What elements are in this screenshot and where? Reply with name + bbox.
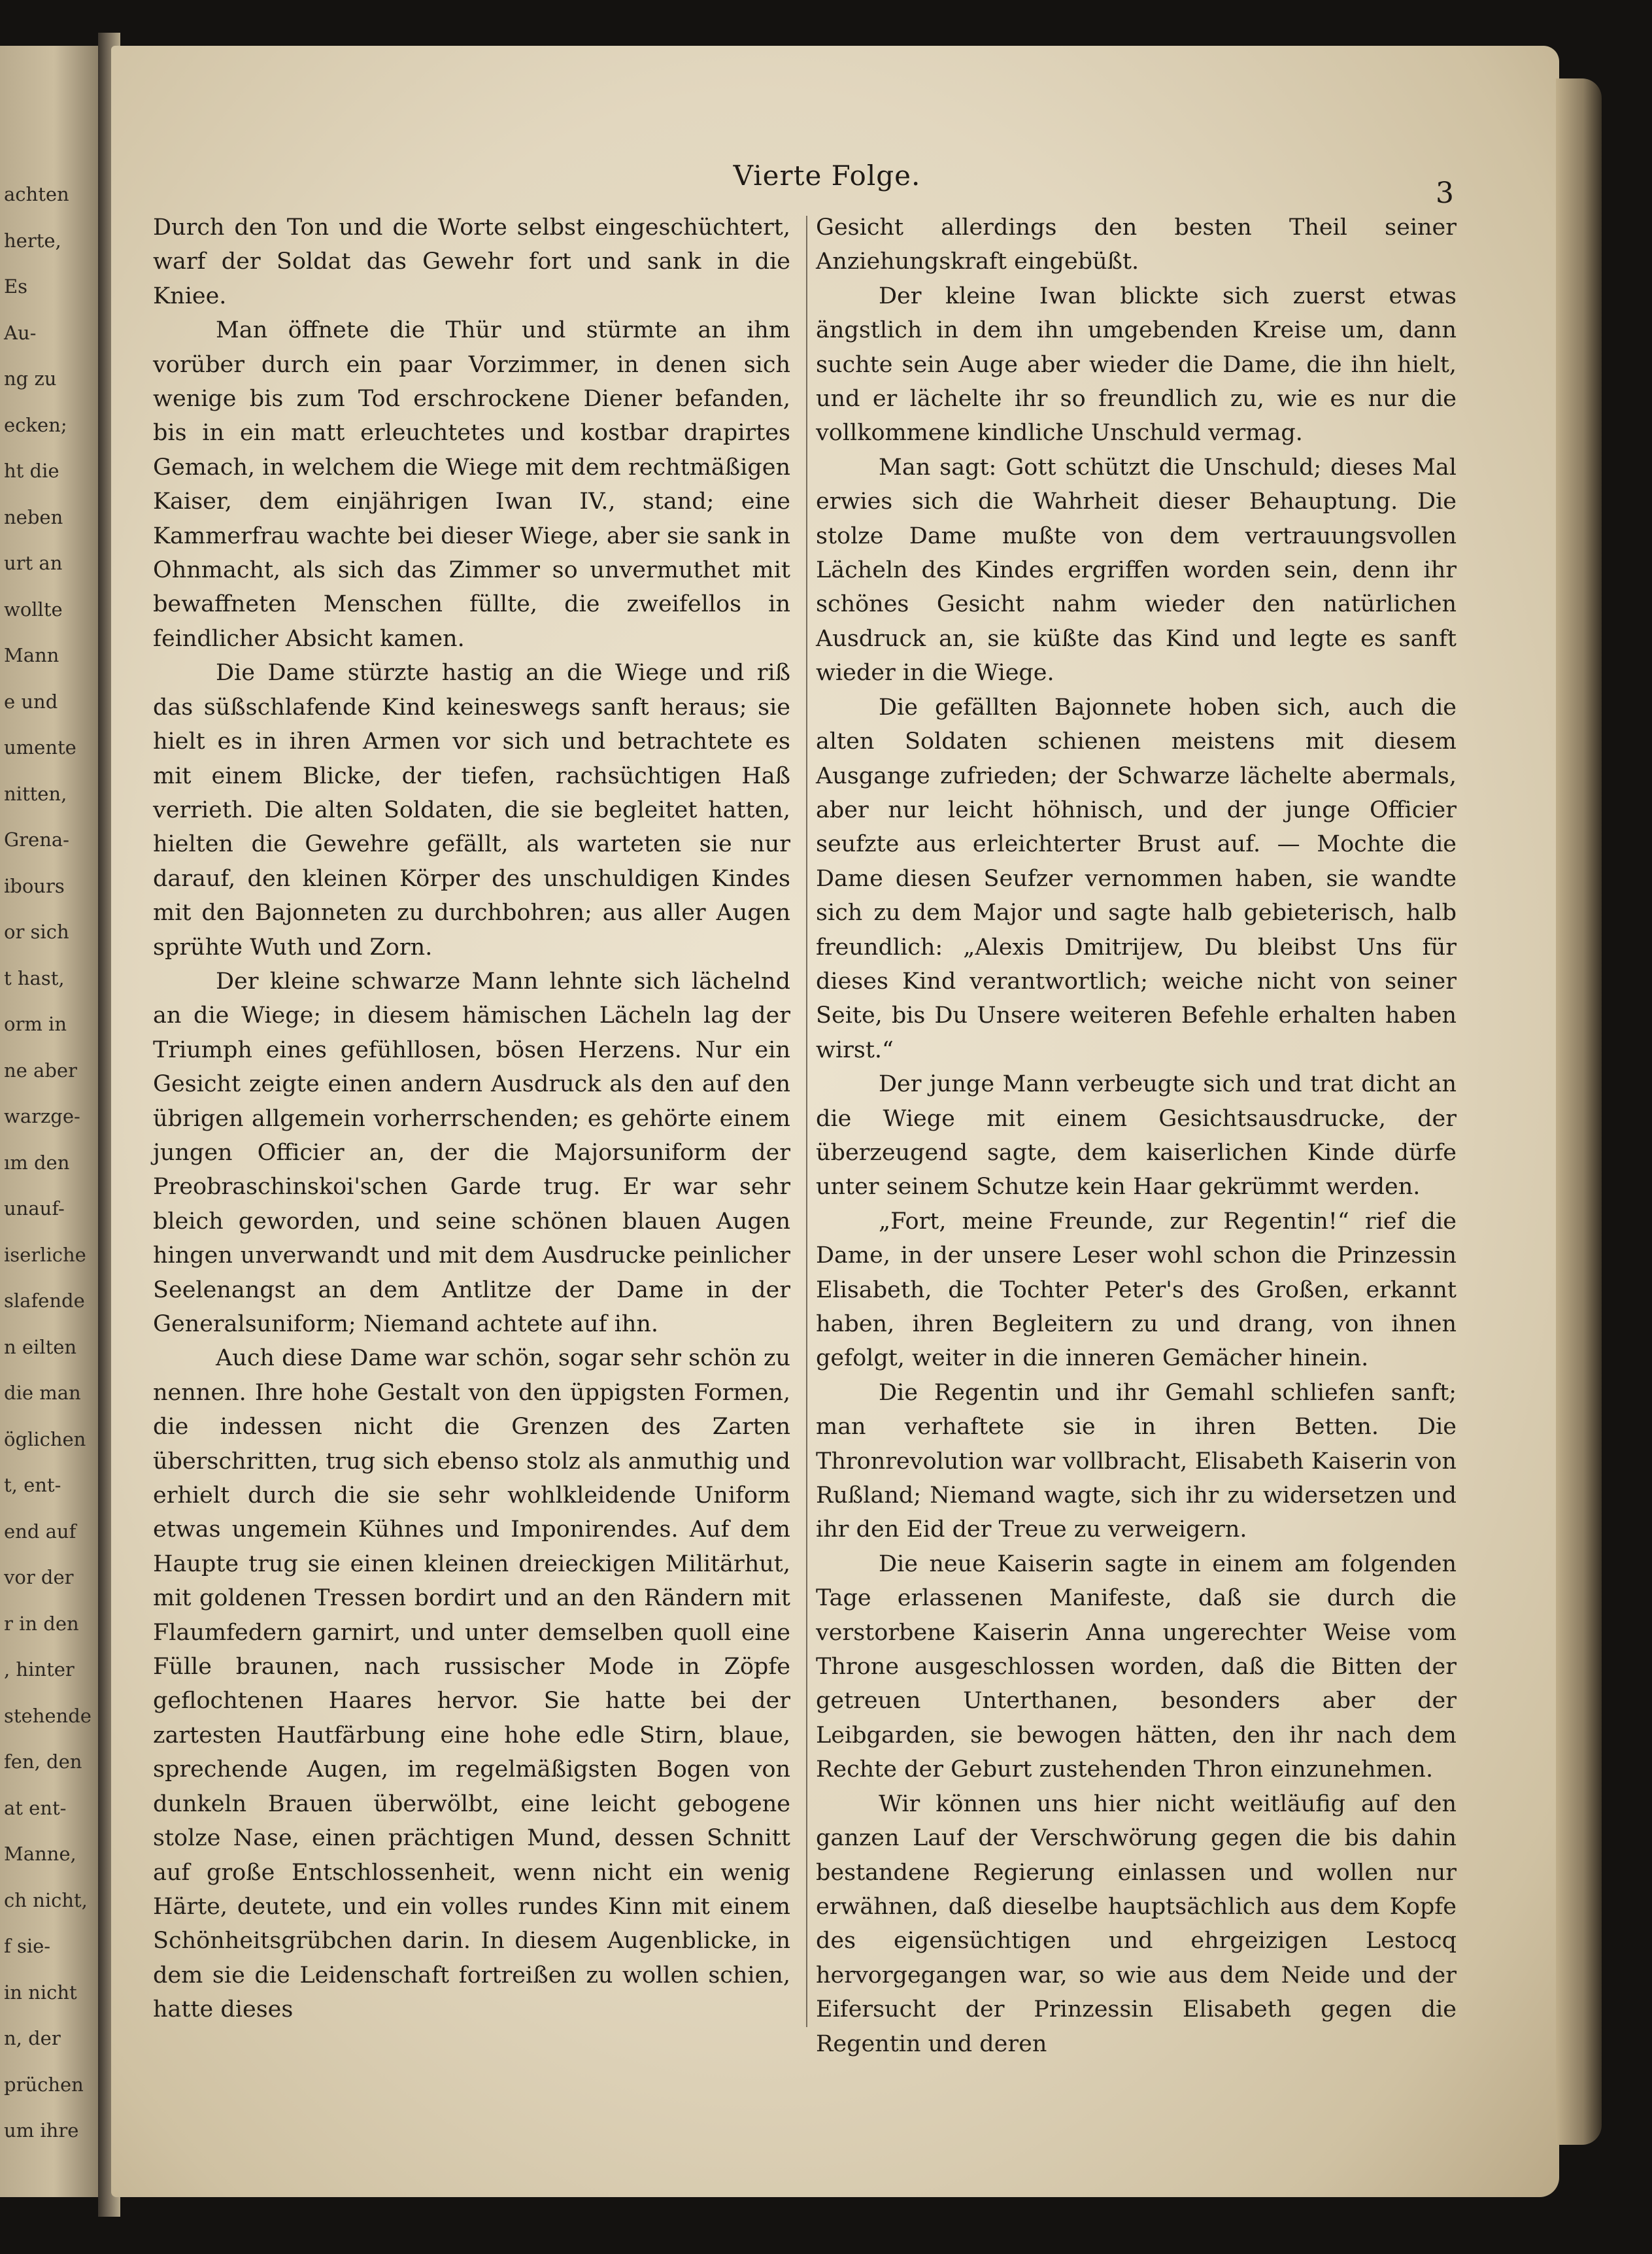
facing-page-line: wollte <box>4 598 63 621</box>
facing-page-line: prüchen <box>4 2073 84 2096</box>
facing-page-line: Manne, <box>4 1843 76 1865</box>
paragraph: Der kleine Iwan blickte sich zuerst etwas ängstlich in dem ihn umgebenden Kreise um, dann suchte sein Auge aber wieder die Dame, die ihn hielt, und er lächelte ihr so freundlich zu, wie es nur die vollkommene kindliche Unschuld vermag. <box>816 282 1457 447</box>
facing-page-line: ım den <box>4 1151 70 1174</box>
facing-page-line: iserliche <box>4 1243 86 1266</box>
facing-page-line: unauf- <box>4 1197 65 1220</box>
facing-page-line: ht die <box>4 460 59 482</box>
facing-page-line: n eilten <box>4 1335 77 1358</box>
facing-page-line: ne aber <box>4 1059 77 1082</box>
paragraph: Der kleine schwarze Mann lehnte sich lächelnd an die Wiege; in diesem hämischen Lächeln lag der Triumph eines gefühllosen, bösen Herzens. Nur ein Gesicht zeigte einen andern Ausdruck als den auf den übrigen allgemein vorherrschenden; es gehörte einem jungen Officier an, der die Majorsuniform der Preobraschinskoi'schen Garde trug. Er war sehr bleich geworden, und seine schönen blauen Augen hingen unverwandt und mit dem Ausdrucke peinlicher Seelenangst an dem Antlitze der Dame in der Generalsuniform; Niemand achtete auf ihn. <box>153 968 790 1337</box>
facing-page-line: n, der <box>4 2027 61 2049</box>
paragraph: Auch diese Dame war schön, sogar sehr schön zu nennen. Ihre hohe Gestalt von den üppigsten Formen, die indessen nicht die Grenzen des Zarten überschritten, trug sich ebenso stolz als anmuthig und erhielt durch die sie sehr wohlkleidende Uniform etwas ungemein Kühnes und Imponirendes. Auf dem Haupte trug sie einen kleinen dreieckigen Militärhut, mit goldenen Tressen bordirt und an den Rändern mit Flaumfedern garnirt, und unter demselben quoll eine Fülle braunen, nach russischer Mode in Zöpfe geflochtenen Haares hervor. Sie hatte bei der zartesten Hautfärbung eine hohe edle Stirn, blaue, sprechende Augen, im regelmäßigsten Bogen von dunkeln Brauen überwölbt, eine leicht gebogene stolze Nase, einen prächtigen Mund, dessen Schnitt auf große Entschlossenheit, wenn nicht ein wenig Härte, deutete, und ein volles rundes Kinn mit einem Schönheitsgrübchen darin. In diesem Augenblicke, in dem sie die Leidenschaft fortreißen zu wollen schien, hatte dieses <box>153 1345 790 2023</box>
facing-page-line: ch nicht, <box>4 1888 88 1911</box>
page-edge <box>1556 78 1602 2145</box>
facing-page-line: Mann <box>4 644 59 666</box>
running-head: Vierte Folge. <box>733 160 921 192</box>
facing-page-line: ecken; <box>4 413 67 436</box>
paragraph: „Fort, meine Freunde, zur Regentin!“ rief die Dame, in der unsere Leser wohl schon die Prinzessin Elisabeth, die Tochter Peter's des Großen, erkannt haben, ihren Begleitern zu und drang, von ihnen gefolgt, weiter in die inneren Gemächer hinein. <box>816 1208 1457 1372</box>
facing-page-line: um ihre <box>4 2119 79 2142</box>
facing-page-line: öglichen <box>4 1427 86 1450</box>
right-text-column <box>816 211 1457 2061</box>
facing-page-line: nitten, <box>4 782 67 805</box>
paragraph: Die gefällten Bajonnete hoben sich, auch die alten Soldaten schienen meistens mit diesem Ausgange zufrieden; der Schwarze lächelte abermals, aber nur leicht höhnisch, und der junge Officier seufzte aus erleichterter Brust auf. — Mochte die Dame diesen Seufzer vernommen haben, sie wandte sich zu dem Major und sagte halb gebieterisch, halb freundlich: „Alexis Dmitrijew, Du bleibst Uns für dieses Kind verantwortlich; weiche nicht von seiner Seite, bis Du Unsere weiteren Befehle erhalten haben wirst.“ <box>816 694 1457 1063</box>
facing-page-line: Es <box>4 275 28 298</box>
paragraph: Wir können uns hier nicht weitläufig auf den ganzen Lauf der Verschwörung gegen die bis dahin bestandene Regierung einlassen und wollen nur erwähnen, daß dieselbe hauptsächlich aus dem Kopfe des eigensüchtigen und ehrgeizigen Lestocq hervorgegangen war, so wie aus dem Neide und der Eifersucht der Prinzessin Elisabeth gegen die Regentin und deren <box>816 1790 1457 2057</box>
facing-page-line: stehende <box>4 1704 92 1727</box>
paragraph: Durch den Ton und die Worte selbst eingeschüchtert, warf der Soldat das Gewehr fort und sank in die Kniee. <box>153 214 790 309</box>
paragraph: Die Dame stürzte hastig an die Wiege und riß das süßschlafende Kind keineswegs sanft heraus; sie hielt es in ihren Armen vor sich und betrachtete es mit einem Blicke, der tiefen, rachsüchtigen Haß verrieth. Die alten Soldaten, die sie begleitet hatten, hielten die Gewehre gefällt, als warteten sie nur darauf, den kleinen Körper des unschuldigen Kindes mit den Bajonneten zu durchbohren; aus aller Augen sprühte Wuth und Zorn. <box>153 660 790 961</box>
facing-page-line: end auf <box>4 1520 76 1543</box>
facing-page-line: , hinter <box>4 1658 75 1681</box>
paragraph: Man öffnete die Thür und stürmte an ihm vorüber durch ein paar Vorzimmer, in denen sich wenige bis zum Tod erschrockene Diener befanden, bis in ein matt erleuchtetes und kostbar drapirtes Gemach, in welchem die Wiege mit dem rechtmäßigen Kaiser, dem einjährigen Iwan IV., stand; eine Kammerfrau wachte bei dieser Wiege, aber sie sank in Ohnmacht, als sich das Zimmer so unvermuthet mit bewaffneten Menschen füllte, die zweifellos in feindlicher Absicht kamen. <box>153 317 790 652</box>
left-text-column <box>153 211 790 2027</box>
facing-page-line: die man <box>4 1382 81 1404</box>
facing-page-line: vor der <box>4 1566 74 1588</box>
facing-page-line: neben <box>4 505 63 528</box>
facing-page-line: Grena- <box>4 828 69 851</box>
paragraph: Man sagt: Gott schützt die Unschuld; dieses Mal erwies sich die Wahrheit dieser Behauptung. Die stolze Dame mußte von dem vertrauungsvollen Lächeln des Kindes ergriffen worden sein, denn ihr schönes Gesicht nahm wieder den natürlichen Ausdruck an, sie küßte das Kind und legte es sanft wieder in die Wiege. <box>816 454 1457 687</box>
facing-page-line: achten <box>4 183 69 205</box>
facing-page-line: orm in <box>4 1013 67 1035</box>
paragraph: Die Regentin und ihr Gemahl schliefen sanft; man verhaftete sie in ihren Betten. Die Thronrevolution war vollbracht, Elisabeth Kaiserin von Rußland; Niemand wagte, sich ihr zu widersetzen und ihr den Eid der Treue zu verweigern. <box>816 1379 1457 1543</box>
facing-page-line: e und <box>4 690 58 713</box>
facing-page-line: fen, den <box>4 1750 82 1773</box>
facing-page-line: ibours <box>4 874 65 897</box>
facing-page-line: warzge- <box>4 1105 80 1127</box>
column-divider <box>806 216 807 2027</box>
facing-page-line: r in den <box>4 1612 79 1635</box>
paragraph: Gesicht allerdings den besten Theil seiner Anziehungskraft eingebüßt. <box>816 214 1457 275</box>
paragraph: Die neue Kaiserin sagte in einem am folgenden Tage erlassenen Manifeste, daß sie durch die verstorbene Kaiserin Anna ungerechter Weise vom Throne ausgeschlossen worden, daß die Bitten der getreuen Unterthanen, besonders aber der Leibgarden, sie bewogen hätten, den ihr nach dem Rechte der Geburt zustehenden Thron einzunehmen. <box>816 1550 1457 1783</box>
facing-page-line: urt an <box>4 552 63 574</box>
facing-page-line: Au- <box>4 321 37 344</box>
page-number: 3 <box>1436 177 1454 210</box>
facing-page-line: f sie- <box>4 1935 51 1957</box>
facing-page-line: slafende <box>4 1289 85 1312</box>
facing-page-line: or sich <box>4 921 69 943</box>
facing-page-line: in nicht <box>4 1981 77 2004</box>
facing-page-line: t, ent- <box>4 1474 61 1496</box>
facing-page-line: ng zu <box>4 367 57 390</box>
facing-page-line: t hast, <box>4 966 65 989</box>
facing-page-line: at ent- <box>4 1796 67 1819</box>
facing-page-line: herte, <box>4 229 61 252</box>
facing-page-line: umente <box>4 736 76 759</box>
paragraph: Der junge Mann verbeugte sich und trat dicht an die Wiege mit einem Gesichtsausdrucke, der überzeugend sagte, dem kaiserlichen Kinde dürfe unter seinem Schutze kein Haar gekrümmt werden. <box>816 1071 1457 1201</box>
facing-page-fragment <box>0 46 98 2197</box>
